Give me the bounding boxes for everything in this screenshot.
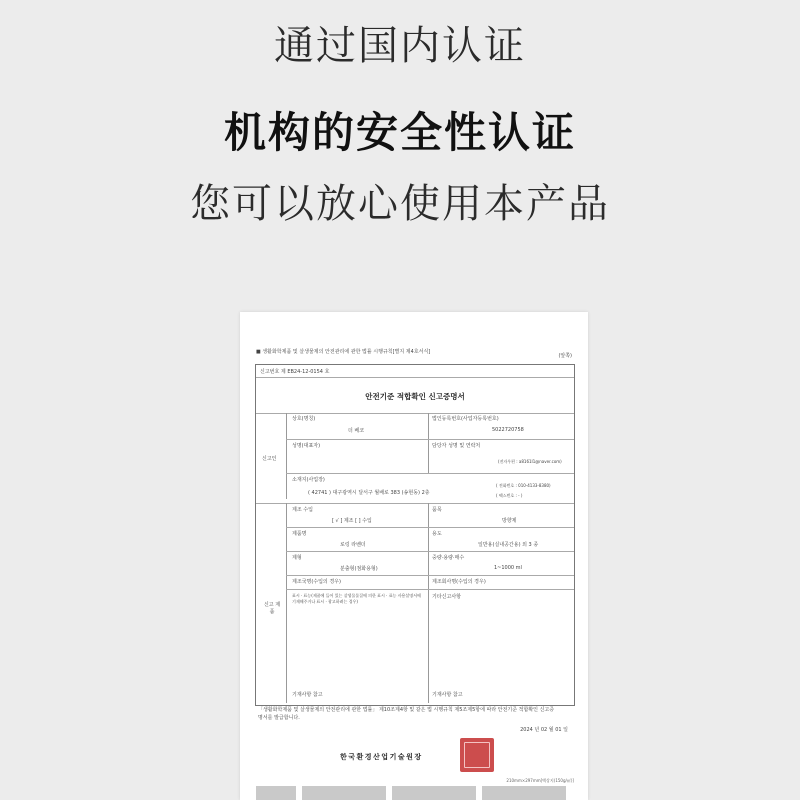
bottom-image-strip	[256, 786, 296, 800]
headline-line-1: 通过国内认证	[274, 23, 526, 69]
form-value: 분출형(점화용형)	[340, 566, 378, 572]
reporter-section-label: 신고인	[262, 456, 277, 462]
capacity-value: 1~1000 ml	[494, 565, 522, 571]
mfg-import-value: [ √ ] 제조 [ ] 수입	[332, 518, 372, 524]
category-value: 방향제	[502, 518, 517, 524]
phone-value: ( 전화번호 : 010-4133-8380)	[496, 483, 551, 488]
category-label: 품목	[432, 507, 442, 513]
usage-value: 일반용(실내공간용) 외 3 종	[478, 542, 539, 548]
reference-right: 기재사항 참고	[432, 692, 463, 698]
company-name-label: 상호(명칭)	[292, 416, 316, 422]
biz-reg-value: 5022720758	[492, 427, 524, 433]
other-label: 기타신고사항	[432, 594, 461, 600]
product-name-label: 제품명	[292, 531, 307, 537]
product-name-value: 로링 라벤더	[340, 542, 366, 548]
certificate-title: 안전기준 적합확인 신고증명서	[365, 392, 465, 401]
biz-reg-label: 법인등록번호(사업자등록번호)	[432, 416, 499, 422]
paper-size-footer: 210mm×297mm[백상지(150g/㎡)]	[506, 778, 574, 783]
headline-line-3: 您可以放心使用本产品	[190, 181, 610, 227]
email-value: (전자우편 : a8161I1@naver.com)	[498, 459, 562, 464]
certificate-frame	[255, 364, 575, 706]
issue-date: 2024 년 02 월 01 일	[520, 727, 568, 733]
issuer-name: 한국환경산업기술원장	[340, 753, 423, 761]
fax-value: ( 팩스번호 : - )	[496, 493, 523, 498]
bottom-image-strip	[302, 786, 386, 800]
form-title: ■ 생활화학제품 및 살생물제의 안전관리에 관한 법률 시행규칙[별지 제4호서식]	[256, 349, 431, 355]
company-name-value: 더 베코	[348, 428, 365, 434]
report-number: 신고번호 제 EB24-12-0154 호	[260, 369, 330, 375]
page-label: (앞쪽)	[558, 353, 572, 359]
form-label: 제형	[292, 555, 302, 561]
official-seal	[460, 738, 494, 772]
address-label: 소재지(사업장)	[292, 477, 325, 483]
address-value: ( 42741 ) 대구광역시 달서구 월배로 383 (송현동) 2층	[308, 490, 430, 496]
representative-label: 성명(대표자)	[292, 443, 321, 449]
product-section-label: 신고 제품	[263, 602, 281, 615]
certificate-document	[240, 312, 588, 800]
ingredients-label: 표시 · 표능(제품에 들어 있는 살생물물질에 의한 표시 · 표능 사용설명서에 기재해주거나 표시 · 광고하려는 경우)	[292, 593, 421, 604]
usage-label: 용도	[432, 531, 442, 537]
mfg-country-label: 제조국명(수입의 경우)	[292, 579, 341, 585]
bottom-image-strip	[392, 786, 476, 800]
manufacturer-label: 제조회사명(수입의 경우)	[432, 579, 486, 585]
mfg-import-label: 제조 수입	[292, 507, 313, 513]
headline-line-2: 机构的安全性认证	[223, 108, 576, 157]
certificate-statement: 「생활화학제품 및 살생물제의 안전관리에 관한 법률」 제10조제4항 및 같은 법 시행규칙 제5조제5항에 따라 안전기준 적합확인 신고증명서를 발급합니다.	[258, 707, 555, 721]
reference-left: 기재사항 참고	[292, 692, 323, 698]
contact-label: 담당자 성명 및 연락처	[432, 443, 481, 449]
capacity-label: 중량·용량·매수	[432, 555, 465, 561]
bottom-image-strip	[482, 786, 566, 800]
